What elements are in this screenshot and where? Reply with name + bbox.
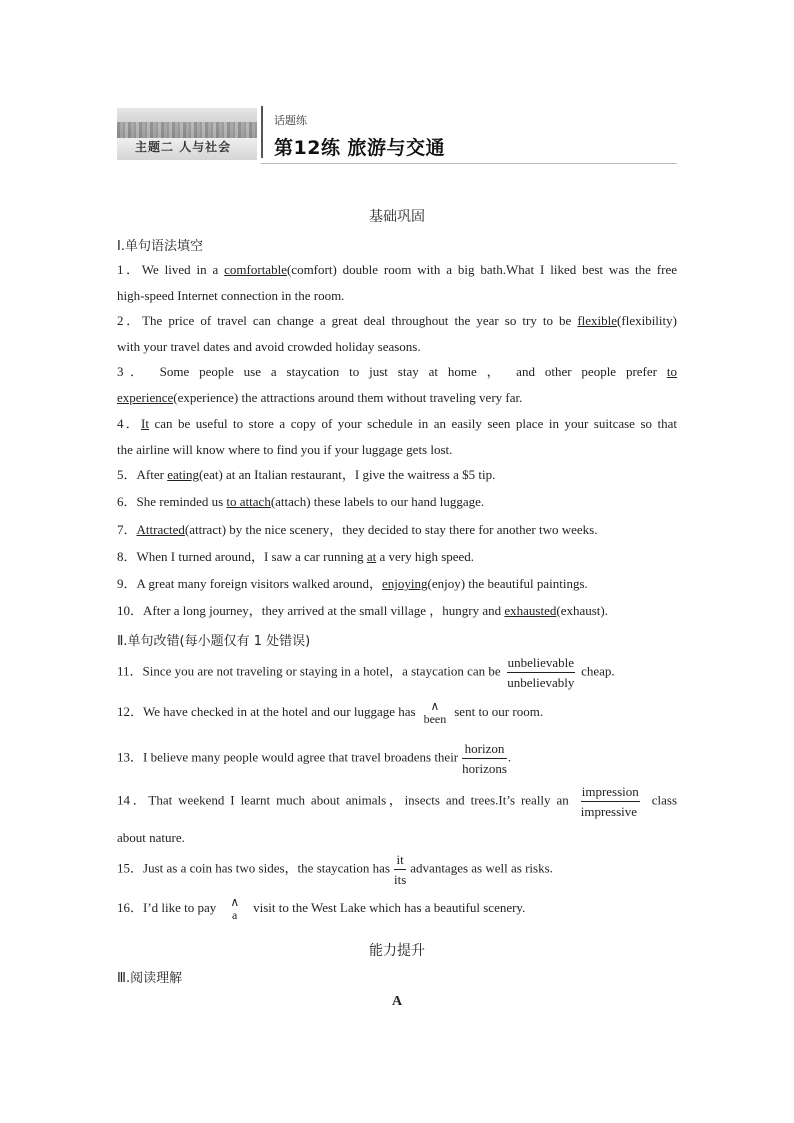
section-ability-heading: 能力提升 [369,943,425,959]
section-III-heading: Ⅲ.阅读理解 [117,971,183,986]
header-rule [261,163,677,164]
answer-1: comfortable [224,262,287,277]
question-14: 14．That weekend I learnt much about animals，insects and trees.It’s really an $\frac{\text{impression}}{\text{impressive}}$ class [117,784,678,819]
answer-8: at [366,549,377,564]
answer-10: exhausted [504,603,557,618]
question-6: 6．She reminded us to attach(attach) these labels to our hand luggage. [117,494,485,509]
answer-3a: to [666,364,678,379]
header-divider [261,106,263,158]
page-header [117,106,677,164]
question-7: 7．Attracted(attract) by the nice scenery，they decided to stay there for another two weeks. [117,522,598,537]
question-5: 5．After eating(eat) at an Italian restaurant，I give the waitress a $5 tip. [117,467,496,482]
correction-11: $\frac{\text{unbelievable}}{\text{unbelievably}}$ [507,655,575,690]
question-15: 15．Just as a coin has two sides，the staycation has $\frac{it}{\text{its}}$ advantages as well as risks. [117,852,553,887]
page-title: 第12练 旅游与交通 [274,137,446,159]
answer-3b: experience [117,390,174,405]
question-14-line2: about nature. [117,830,185,845]
answer-6: to attach [226,494,271,509]
answer-7: Attracted [136,522,185,537]
question-4-line2: the airline will know where to find you if your luggage gets lost. [117,442,453,457]
question-3: 3． Some people use a staycation to just stay at home ， and other people prefer to [117,364,678,379]
question-2: 2．The price of travel can change a great deal throughout the year so try to be flexible(flexibility) [117,313,677,328]
passage-label: A [391,994,403,1009]
section-II-heading: Ⅱ.单句改错(每小题仅有 1 处错误) [117,634,311,649]
section-basic-heading: 基础巩固 [369,209,425,225]
insertion-12: ∧ been [423,699,447,726]
answer-5: eating [167,467,199,482]
answer-4: It [141,416,149,431]
section-I-heading: Ⅰ.单句语法填空 [117,239,203,254]
caret-icon: ∧ [430,699,440,713]
question-3-line2: experience(experience) the attractions around them without traveling very far. [117,390,523,405]
header-small-label: 话题练 [274,114,307,127]
answer-2: flexible [577,313,618,328]
question-11: 11．Since you are not traveling or staying in a hotel，a staycation can be $\frac{\text{unbelievable}}{\text{unbelievably}}$ cheap. [117,655,615,690]
question-10: 10．After a long journey，they arrived at the small village ，hungry and exhausted(exhaust). [117,603,608,618]
question-2-line2: with your travel dates and avoid crowded holiday seasons. [117,339,421,354]
answer-9: enjoying [382,576,428,591]
question-13: 13．I believe many people would agree that travel broadens their $\frac{\text{horizon}}{\text{horizons}}$ . [117,741,512,776]
question-12: 12．We have checked in at the hotel and our luggage has ∧ been sent to our room. [117,699,544,726]
insertion-16: ∧ a [230,895,240,922]
question-16: 16．I’d like to pay ∧ a visit to the West Lake which has a beautiful scenery. [117,895,526,922]
correction-15: $\frac{it}{\text{its}}$ [393,852,407,887]
caret-icon: ∧ [230,895,240,909]
question-4: 4．It can be useful to store a copy of your schedule in an easily seen place in your suitcase so that [117,416,677,431]
header-theme-label: 主题二 人与社会 [135,140,232,154]
question-9: 9．A great many foreign visitors walked around，enjoying(enjoy) the beautiful paintings. [117,576,588,591]
correction-14: $\frac{\text{impression}}{\text{impressive}}$ [580,784,639,819]
question-1-line2: high-speed Internet connection in the room. [117,288,345,303]
correction-13: $\frac{\text{horizon}}{\text{horizons}}$ [462,741,507,776]
question-8: 8．When I turned around，I saw a car running at a very high speed. [117,549,475,564]
question-1: 1．We lived in a comfortable(comfort) double room with a big bath.What I liked best was the free [117,262,677,277]
